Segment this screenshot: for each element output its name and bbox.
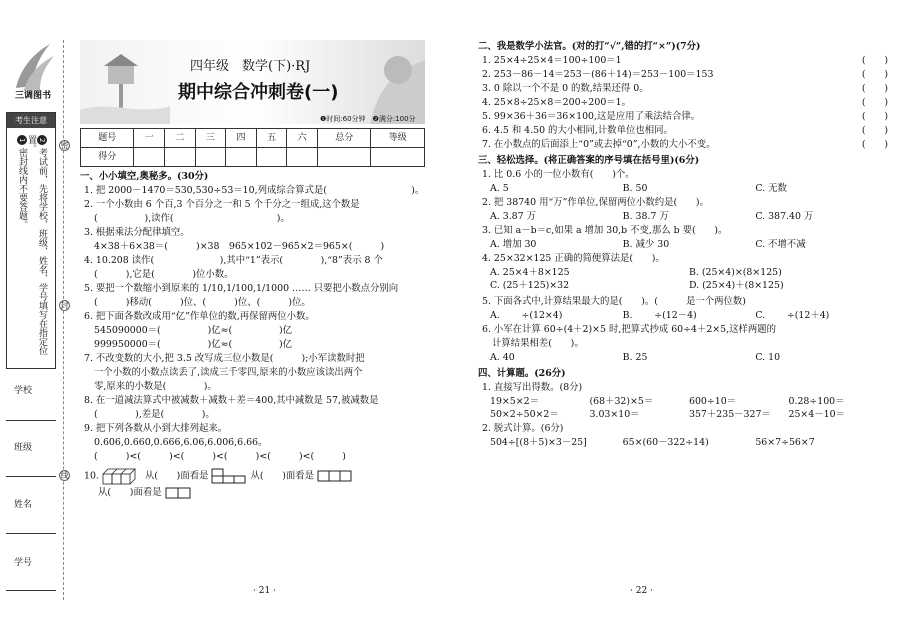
table-row [81, 148, 425, 167]
calc-item: 357＋235－327＝ [689, 409, 771, 420]
notice-item-1: 1密封线内不要答题。 [13, 135, 27, 229]
section-4-heading: 四、计算题。(26分) [478, 368, 566, 379]
question-1: 1. 把 2000－1470＝530,530÷53＝10,列成综合算式是( )。 [84, 185, 425, 196]
choice-1: 1. 比 0.6 小的一位小数有( )个。 [482, 169, 635, 180]
question-10 [80, 467, 450, 485]
question-2: 2. 一个小数由 6 个百,3 个百分之一和 5 个千分之一组成,这个数是 [84, 199, 360, 210]
option[interactable]: C. 10 [755, 352, 781, 363]
seal-mark: 线 [60, 471, 69, 480]
table-header-cell: 六 [287, 129, 318, 148]
tf-item: 7. 在小数点的后面添上“0”或去掉“0”,小数的大小不变。 ( ) [482, 139, 888, 150]
choice-3-options [478, 238, 888, 251]
score-table [80, 128, 425, 167]
choice-2: 2. 把 38740 用“万”作单位,保留两位小数约是( )。 [482, 197, 709, 208]
score-cell[interactable] [195, 148, 226, 167]
option[interactable]: A. ÷(12×4) [490, 310, 563, 321]
tf-item: 1. 25×4÷25×4＝100÷100＝1 ( ) [482, 55, 888, 66]
tf-item: 5. 99×36＋36＝36×100,这是应用了乘法结合律。 ( ) [482, 111, 888, 122]
tf-item: 3. 0 除以一个不是 0 的数,结果还得 0。 ( ) [482, 83, 888, 94]
exam-notice [6, 112, 56, 369]
option[interactable]: B. ÷(12－4) [622, 310, 697, 321]
label-class: 班级 [14, 443, 33, 453]
choice-5: 5. 下面各式中,计算结果最大的是( )。( 是一个两位数) [482, 296, 746, 307]
option[interactable]: B. 50 [622, 183, 648, 194]
option[interactable]: C. 无数 [755, 183, 787, 194]
question-3-cont: 4×38＋6×38＝( )×38 965×102－965×2＝965×( ) [94, 241, 385, 252]
label-name: 姓名 [14, 500, 33, 510]
logo-text: 三调图书 [14, 91, 51, 101]
score-cell[interactable] [256, 148, 287, 167]
question-8: 8. 在一道减法算式中被减数＋减数＋差＝400,其中减数是 57,被减数是 [84, 395, 379, 406]
table-header-cell: 等级 [371, 129, 425, 148]
seal-line [63, 40, 64, 600]
tf-item: 4. 25×8÷25×8＝200÷200＝1。 ( ) [482, 97, 888, 108]
question-10-cont [80, 486, 450, 499]
score-cell[interactable] [317, 148, 370, 167]
choice-4-options-b [478, 279, 888, 292]
choice-6-options [478, 351, 888, 364]
option[interactable]: A. 25×4＋8×125 [490, 267, 570, 278]
question-6: 6. 把下面各数改成用“亿”作单位的数,再保留两位小数。 [84, 311, 315, 322]
calc-item: 504÷[(8＋5)×3－25] [490, 437, 587, 448]
grade-subject: 四年级 数学(下)·RJ [190, 59, 311, 74]
option[interactable]: A. 5 [490, 183, 509, 194]
calc-item: 25×4－10＝ [788, 409, 845, 420]
score-cell[interactable] [371, 148, 425, 167]
view-label-1: 从( )面看是 [144, 470, 209, 482]
question-9-answer: ( )<( )<( )<( )<( )<( ) [94, 451, 346, 462]
name-line[interactable] [6, 533, 56, 534]
view-shape-3 [165, 487, 191, 499]
choice-3: 3. 已知 a－b＝c,如果 a 增加 30,b 不变,那么 b 要( )。 [482, 225, 728, 236]
answer-paren[interactable]: ( ) [861, 97, 888, 108]
question-2-cont: ( ),读作( )。 [94, 213, 290, 224]
answer-paren[interactable]: ( ) [861, 83, 888, 94]
option[interactable]: B. 25 [622, 352, 648, 363]
seal-mark: 封 [60, 301, 69, 310]
question-8-cont: ( ),差是( )。 [94, 409, 215, 420]
score-cell[interactable] [165, 148, 196, 167]
option[interactable]: C. 387.40 万 [755, 211, 814, 222]
choice-2-options [478, 210, 888, 223]
page-number-left: · 21 · [253, 586, 276, 596]
binding-margin [0, 0, 70, 636]
notice-title: 考生注意 [7, 113, 55, 128]
calc-2: 2. 脱式计算。(6分) [482, 423, 564, 434]
page-right [478, 40, 888, 449]
calc-item: 19×5×2＝ [490, 396, 539, 407]
option[interactable]: C. 不增不减 [755, 239, 806, 250]
question-9: 9. 把下列各数从小到大排列起来。 [84, 423, 228, 434]
option[interactable]: C. ÷(12＋4) [755, 310, 830, 321]
option[interactable]: A. 增加 30 [490, 239, 537, 250]
time-score-info: ❶时间:60分钟 ❷满分:100分 [320, 115, 416, 123]
table-header-cell: 三 [195, 129, 226, 148]
question-10-number: 10. [84, 470, 99, 482]
option[interactable]: D. (25×4)＋(8×125) [689, 280, 784, 291]
exam-title: 期中综合冲刺卷(一) [178, 82, 339, 103]
table-header-cell: 五 [256, 129, 287, 148]
class-line[interactable] [6, 476, 56, 477]
choice-5-options [478, 309, 888, 322]
choice-1-options [478, 182, 888, 195]
calc-row-1 [478, 395, 888, 408]
question-7-cont: 零,原来的小数是( )。 [94, 381, 217, 392]
question-6-line-1: 545090000＝( )亿≈( )亿 [94, 325, 293, 336]
option[interactable]: A. 40 [490, 352, 515, 363]
view-shape-1 [211, 468, 247, 484]
table-header-cell: 总分 [317, 129, 370, 148]
table-header-cell: 题号 [81, 129, 134, 148]
section-1-heading: 一、小小填空,奥秘多。(30分) [80, 171, 209, 182]
option[interactable]: B. 减少 30 [622, 239, 670, 250]
choice-6-cont: 计算结果相差( )。 [492, 338, 584, 349]
table-row [81, 129, 425, 148]
answer-paren[interactable]: ( ) [861, 125, 888, 136]
section-3-heading: 三、轻松选择。(将正确答案的序号填在括号里)(6分) [478, 155, 700, 166]
page-left [80, 40, 450, 500]
calc-item: (68＋32)×5＝ [589, 396, 654, 407]
table-header-cell: 一 [134, 129, 165, 148]
choice-4: 4. 25×32×125 正确的简便算法是( )。 [482, 253, 665, 264]
score-cell[interactable] [226, 148, 257, 167]
question-6-line-2: 999950000＝( )亿≈( )亿 [94, 339, 293, 350]
table-header-cell: 二 [165, 129, 196, 148]
tf-item: 6. 4.5 和 4.50 的大小相同,计数单位也相同。 ( ) [482, 125, 888, 136]
label-school: 学校 [14, 386, 33, 396]
question-5-cont: ( )移动( )位、( )位、( )位。 [94, 297, 311, 308]
exam-header [80, 40, 450, 124]
question-4: 4. 10.208 读作( ),其中“1”表示( ),“8”表示 8 个 [84, 255, 383, 266]
answer-paren[interactable]: ( ) [861, 55, 888, 66]
option[interactable]: A. 3.87 万 [490, 211, 536, 222]
page-number-right: · 22 · [630, 586, 653, 596]
view-label-3: 从( )面看是 [98, 487, 162, 498]
question-7-cont: 一个小数的小数点读丢了,读成三千零四,原来的小数应该读出两个 [94, 367, 363, 378]
row-label: 得分 [81, 148, 134, 167]
question-7: 7. 不改变数的大小,把 3.5 改写成三位小数是( );小军读数时把 [84, 353, 365, 364]
option[interactable]: C. (25＋125)×32 [490, 280, 570, 291]
notice-item-2: 2考试前，先将学校、班级、姓名、学号填写在指定位置。 [26, 135, 47, 355]
choice-4-options-a [478, 266, 888, 279]
calc-item: 600÷10＝ [689, 396, 737, 407]
cube-stack-icon [102, 467, 142, 485]
calc-row-2 [478, 408, 888, 421]
label-student-id: 学号 [14, 558, 33, 568]
question-5: 5. 要把一个数缩小到原来的 1/10,1/100,1/1000 …… 只要把小数点分别向 [84, 283, 399, 294]
seal-mark: 密 [60, 141, 69, 150]
calc-item: 56×7÷56×7 [755, 437, 815, 448]
question-4-cont: ( ),它是( )位小数。 [94, 269, 234, 280]
answer-paren[interactable]: ( ) [861, 139, 888, 150]
table-header-cell: 四 [226, 129, 257, 148]
calc-item: 50×2÷50×2＝ [490, 409, 559, 420]
score-cell[interactable] [134, 148, 165, 167]
question-9-numbers: 0.606,0.660,0.666,6.06,6.006,6.66。 [94, 437, 268, 448]
calc-row-3 [478, 436, 888, 449]
view-label-2: 从( )面看是 [250, 470, 315, 482]
view-shape-2 [317, 470, 353, 482]
option[interactable]: B. (25×4)×(8×125) [689, 267, 782, 278]
student-id-line[interactable] [6, 590, 56, 591]
answer-paren[interactable]: ( ) [861, 69, 888, 80]
score-cell[interactable] [287, 148, 318, 167]
choice-6: 6. 小军在计算 60÷(4＋2)×5 时,把算式抄成 60÷4＋2×5,这样两题的 [482, 324, 776, 335]
school-line[interactable] [6, 420, 56, 421]
option[interactable]: B. 38.7 万 [622, 211, 669, 222]
section-2-heading: 二、我是数学小法官。(对的打“√”,错的打“×”)(7分) [478, 41, 701, 52]
calc-1: 1. 直接写出得数。(8分) [482, 382, 583, 393]
question-3: 3. 根据乘法分配律填空。 [84, 227, 190, 238]
answer-paren[interactable]: ( ) [861, 111, 888, 122]
calc-item: 65×(60－322÷14) [622, 437, 709, 448]
tf-item: 2. 253－86－14＝253－(86＋14)＝253－100＝153 ( ) [482, 69, 888, 80]
calc-item: 3.03×10＝ [589, 409, 640, 420]
calc-item: 0.28÷100＝ [788, 396, 845, 407]
